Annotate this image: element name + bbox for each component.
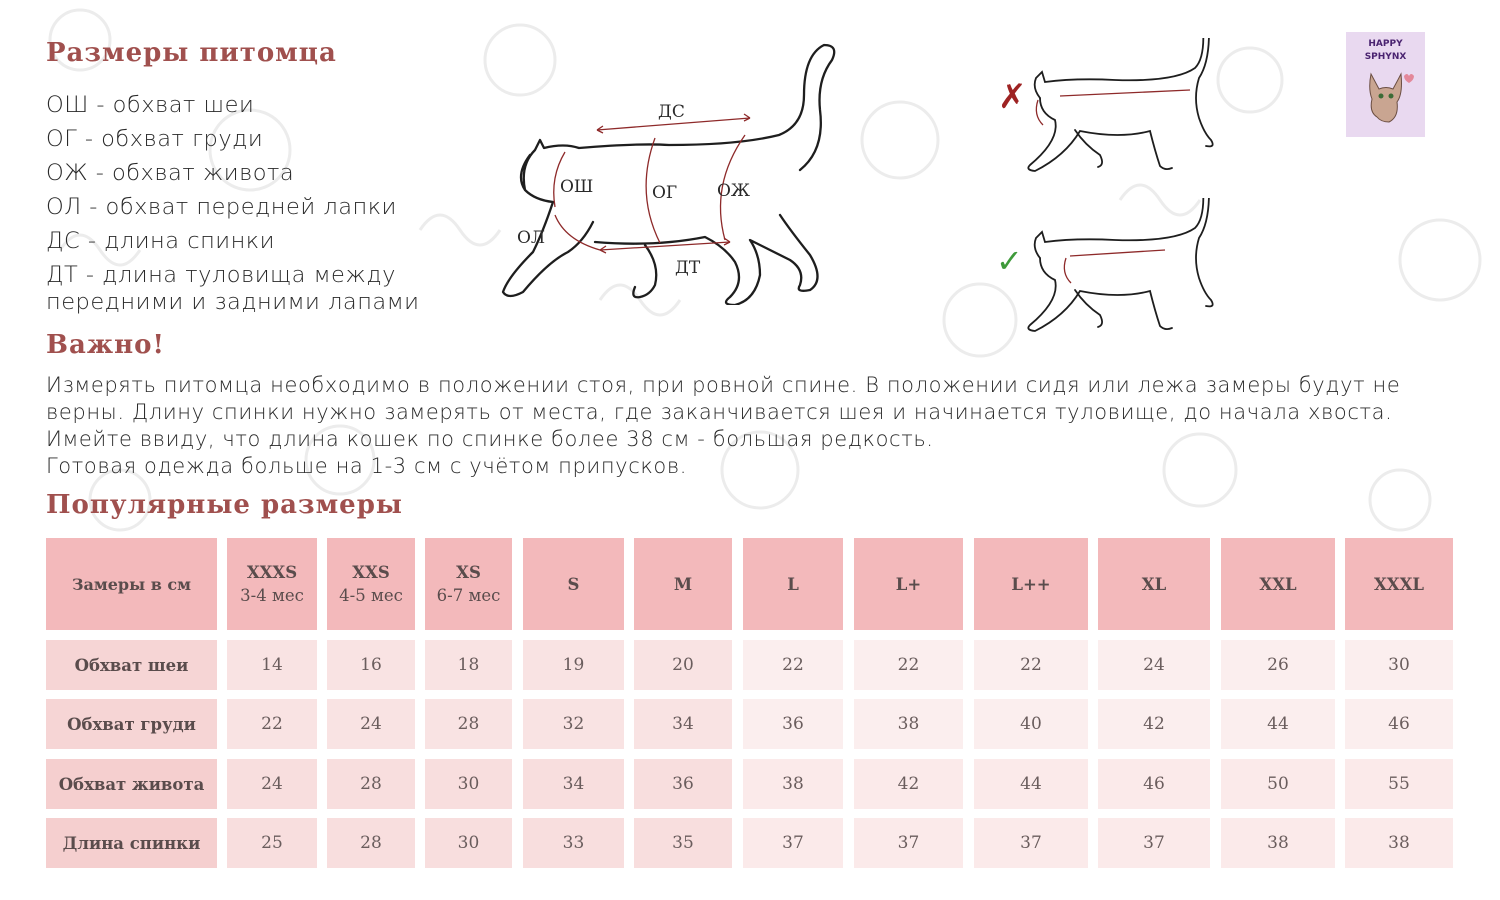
table-cell: 28	[425, 699, 512, 749]
table-cell: 33	[523, 818, 624, 868]
table-cell: 35	[634, 818, 732, 868]
label-chest: ОГ	[652, 183, 678, 203]
table-cell: 42	[1098, 699, 1210, 749]
table-header-lplus	[854, 538, 963, 630]
table-row-label: Обхват живота	[46, 759, 217, 809]
label-neck: ОШ	[560, 177, 594, 197]
table-cell: 40	[974, 699, 1088, 749]
table-header-xxxl	[1345, 538, 1453, 630]
table-cell: 16	[327, 640, 415, 690]
table-cell: 18	[425, 640, 512, 690]
size-label: XXS	[352, 563, 390, 582]
table-cell: 38	[854, 699, 963, 749]
size-label: XL	[1141, 574, 1167, 594]
sphynx-cat-logo-icon	[1356, 64, 1416, 124]
legend-item-paw: ОЛ - обхват передней лапки	[46, 194, 397, 220]
legend-item-torso: ДТ - длина туловища между передними и задними лапами	[46, 262, 420, 315]
table-cell: 22	[227, 699, 317, 749]
label-paw: ОЛ	[517, 228, 546, 248]
table-cell: 25	[227, 818, 317, 868]
table-cell: 37	[743, 818, 843, 868]
table-cell: 14	[227, 640, 317, 690]
table-cell: 50	[1221, 759, 1335, 809]
table-cell: 20	[634, 640, 732, 690]
age-label: 6-7 мес	[436, 586, 501, 605]
table-cell: 38	[1345, 818, 1453, 868]
table-cell: 46	[1098, 759, 1210, 809]
table-cell: 24	[227, 759, 317, 809]
size-label: L	[787, 574, 799, 594]
table-row-label: Длина спинки	[46, 818, 217, 868]
table-cell: 42	[854, 759, 963, 809]
legend-item-back: ДС - длина спинки	[46, 228, 275, 254]
table-cell: 22	[743, 640, 843, 690]
table-cell: 24	[1098, 640, 1210, 690]
table-header-xxs	[327, 538, 415, 630]
table-cell: 30	[425, 759, 512, 809]
table-cell: 44	[1221, 699, 1335, 749]
legend-item-chest: ОГ - обхват груди	[46, 126, 264, 152]
logo-line-1: HAPPY	[1368, 39, 1403, 49]
size-label: M	[673, 574, 693, 594]
table-row-label: Обхват груди	[46, 699, 217, 749]
important-note	[46, 372, 1466, 480]
table-cell: 19	[523, 640, 624, 690]
wrong-measurement-example	[990, 38, 1220, 183]
right-measurement-example	[990, 198, 1220, 343]
label-back: ДС	[658, 102, 685, 122]
size-label: S	[567, 574, 580, 594]
table-cell: 44	[974, 759, 1088, 809]
table-row-label: Обхват шеи	[46, 640, 217, 690]
table-cell: 34	[634, 699, 732, 749]
important-heading: Важно!	[46, 330, 165, 360]
table-header-s	[523, 538, 624, 630]
table-cell: 38	[1221, 818, 1335, 868]
age-label: 3-4 мес	[240, 586, 304, 605]
table-cell: 37	[1098, 818, 1210, 868]
table-header-lplusplus	[974, 538, 1088, 630]
table-cell: 36	[743, 699, 843, 749]
table-cell: 24	[327, 699, 415, 749]
legend-item-neck: ОШ - обхват шеи	[46, 92, 255, 118]
legend-item-belly: ОЖ - обхват живота	[46, 160, 295, 186]
size-label: L++	[1011, 574, 1051, 594]
happy-sphynx-logo	[1346, 32, 1425, 137]
table-header-corner: Замеры в см	[46, 538, 217, 630]
popular-sizes-heading: Популярные размеры	[46, 490, 403, 520]
table-cell: 22	[854, 640, 963, 690]
label-torso: ДТ	[675, 258, 701, 278]
size-label: XXL	[1259, 574, 1297, 594]
table-cell: 55	[1345, 759, 1453, 809]
measurement-legend	[46, 88, 466, 316]
logo-line-2: SPHYNX	[1364, 52, 1407, 62]
important-paragraph-1: Измерять питомца необходимо в положении стоя, при ровной спине. В положении сидя или лежа замеры будут не верны. Длину спинки нужно замерять от места, где заканчивается шея и начинается туловище, до начала хвоста. Имейте ввиду, что длина кошек по спинке более 38 см - большая редкость.	[46, 373, 1401, 451]
table-cell: 34	[523, 759, 624, 809]
table-cell: 30	[425, 818, 512, 868]
table-cell: 28	[327, 759, 415, 809]
table-cell: 32	[523, 699, 624, 749]
size-label: XS	[456, 563, 481, 582]
table-cell: 30	[1345, 640, 1453, 690]
table-cell: 46	[1345, 699, 1453, 749]
size-label: XXXS	[246, 563, 298, 582]
size-label: L+	[895, 574, 922, 594]
important-paragraph-2: Готовая одежда больше на 1-3 см с учётом припусков.	[46, 454, 688, 478]
cat-measurement-diagram	[495, 30, 865, 305]
table-header-xs	[425, 538, 512, 630]
label-belly: ОЖ	[717, 181, 751, 201]
table-header-xxxs	[227, 538, 317, 630]
table-cell: 28	[327, 818, 415, 868]
age-label: 4-5 мес	[339, 586, 403, 605]
table-cell: 37	[974, 818, 1088, 868]
table-cell: 38	[743, 759, 843, 809]
check-mark-icon: ✓	[996, 242, 1023, 280]
sizes-heading: Размеры питомца	[46, 38, 337, 68]
table-header-l	[743, 538, 843, 630]
size-label: XXXL	[1373, 574, 1424, 594]
table-header-xxl	[1221, 538, 1335, 630]
table-header-m	[634, 538, 732, 630]
table-cell: 36	[634, 759, 732, 809]
table-cell: 26	[1221, 640, 1335, 690]
table-cell: 22	[974, 640, 1088, 690]
table-header-xl	[1098, 538, 1210, 630]
table-cell: 37	[854, 818, 963, 868]
x-mark-icon: ✗	[998, 77, 1027, 117]
